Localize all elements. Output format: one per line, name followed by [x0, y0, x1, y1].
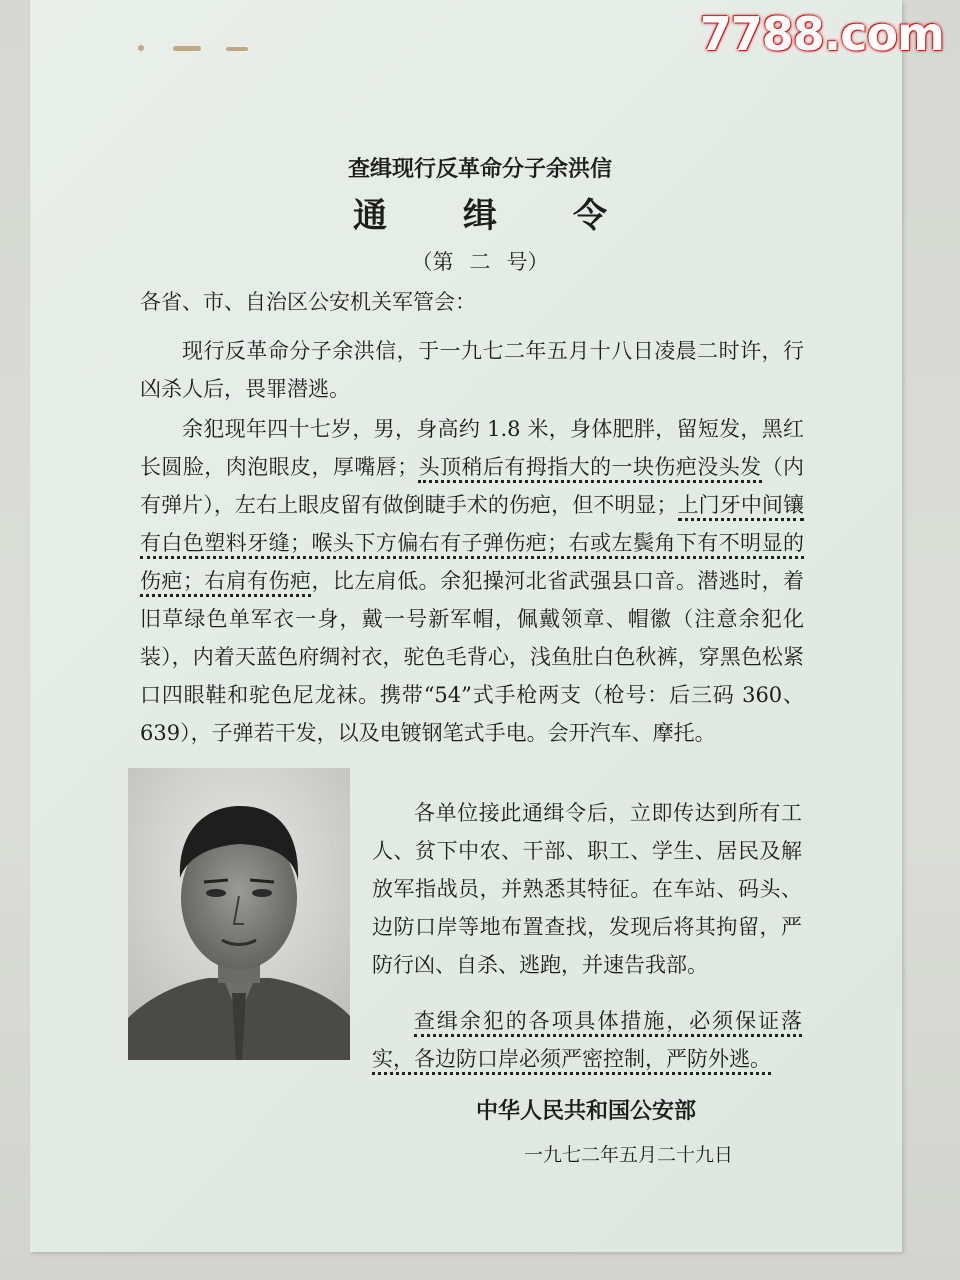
paper-stain [173, 46, 201, 51]
site-watermark: 7788.com [699, 7, 944, 61]
emphasized-text: 上门牙中间镶有白色塑料牙缝；喉头下方偏右有子弹伤疤；右或左鬓角下有不明显的伤疤；右肩有伤疤 [140, 493, 804, 597]
main-title-char: 令 [573, 196, 607, 236]
main-title-char: 通 [353, 196, 387, 236]
document-number [0, 246, 960, 276]
paragraph-crime: 现行反革命分子余洪信，于一九七二年五月十八日凌晨二时许，行凶杀人后，畏罪潜逃。 [140, 339, 804, 401]
number-part: 号） [506, 250, 549, 274]
paragraph-instructions: 各单位接此通缉令后，立即传达到所有工人、贫下中农、干部、职工、学生、居民及解放军指战员，并熟悉其特征。在车站、码头、边防口岸等地布置查找，发现后将其拘留，严防行凶、自杀、逃跑，并速告我部。 [372, 801, 802, 977]
description-part: 余犯现年四十七岁，男，身高约 1.8 米，身体肥胖，留短发，黑红长圆脸，肉泡眼皮，厚嘴唇； [140, 417, 804, 479]
emphasized-text: 头顶稍后有拇指大的一块伤疤没头发 [418, 455, 761, 483]
description-part: ，比左肩低。余犯操河北省武强县口音。潜逃时，着旧草绿色单军衣一身，戴一号新军帽，佩戴领章、帽徽（注意余犯化装），内着天蓝色府绸衬衣，驼色毛背心，浅鱼肚白色秋裤，穿黑色松紧口四眼鞋和驼色尼龙袜。携带“54”式手枪两支（枪号：后三码 360、639），子弹若干发，以及电镀钢笔式手电。会开汽车、摩托。 [140, 569, 805, 745]
description-part: （内有弹片），左右上眼皮留有做倒睫手术的伤疤，但不明显； [140, 455, 805, 517]
paper-stain [138, 45, 144, 51]
main-title [0, 188, 960, 237]
number-part: 二 [469, 250, 491, 274]
emphasized-text: 查缉余犯的各项具体措施，必须保证落实，各边防口岸必须严密控制，严防外逃。 [372, 1009, 802, 1075]
document-title: 查缉现行反革命分子余洪信 [347, 156, 612, 182]
suspect-photo [128, 768, 350, 1060]
main-title-char: 缉 [463, 196, 497, 236]
paragraph-measures [372, 1002, 802, 1078]
paragraph-description [140, 410, 804, 752]
issue-date: 一九七二年五月二十九日 [524, 1144, 734, 1166]
paper-stain [226, 47, 248, 51]
number-part: （第 [411, 250, 454, 274]
issuer-signature: 中华人民共和国公安部 [476, 1098, 697, 1124]
addressee-line: 各省、市、自治区公安机关军管会： [140, 290, 476, 314]
